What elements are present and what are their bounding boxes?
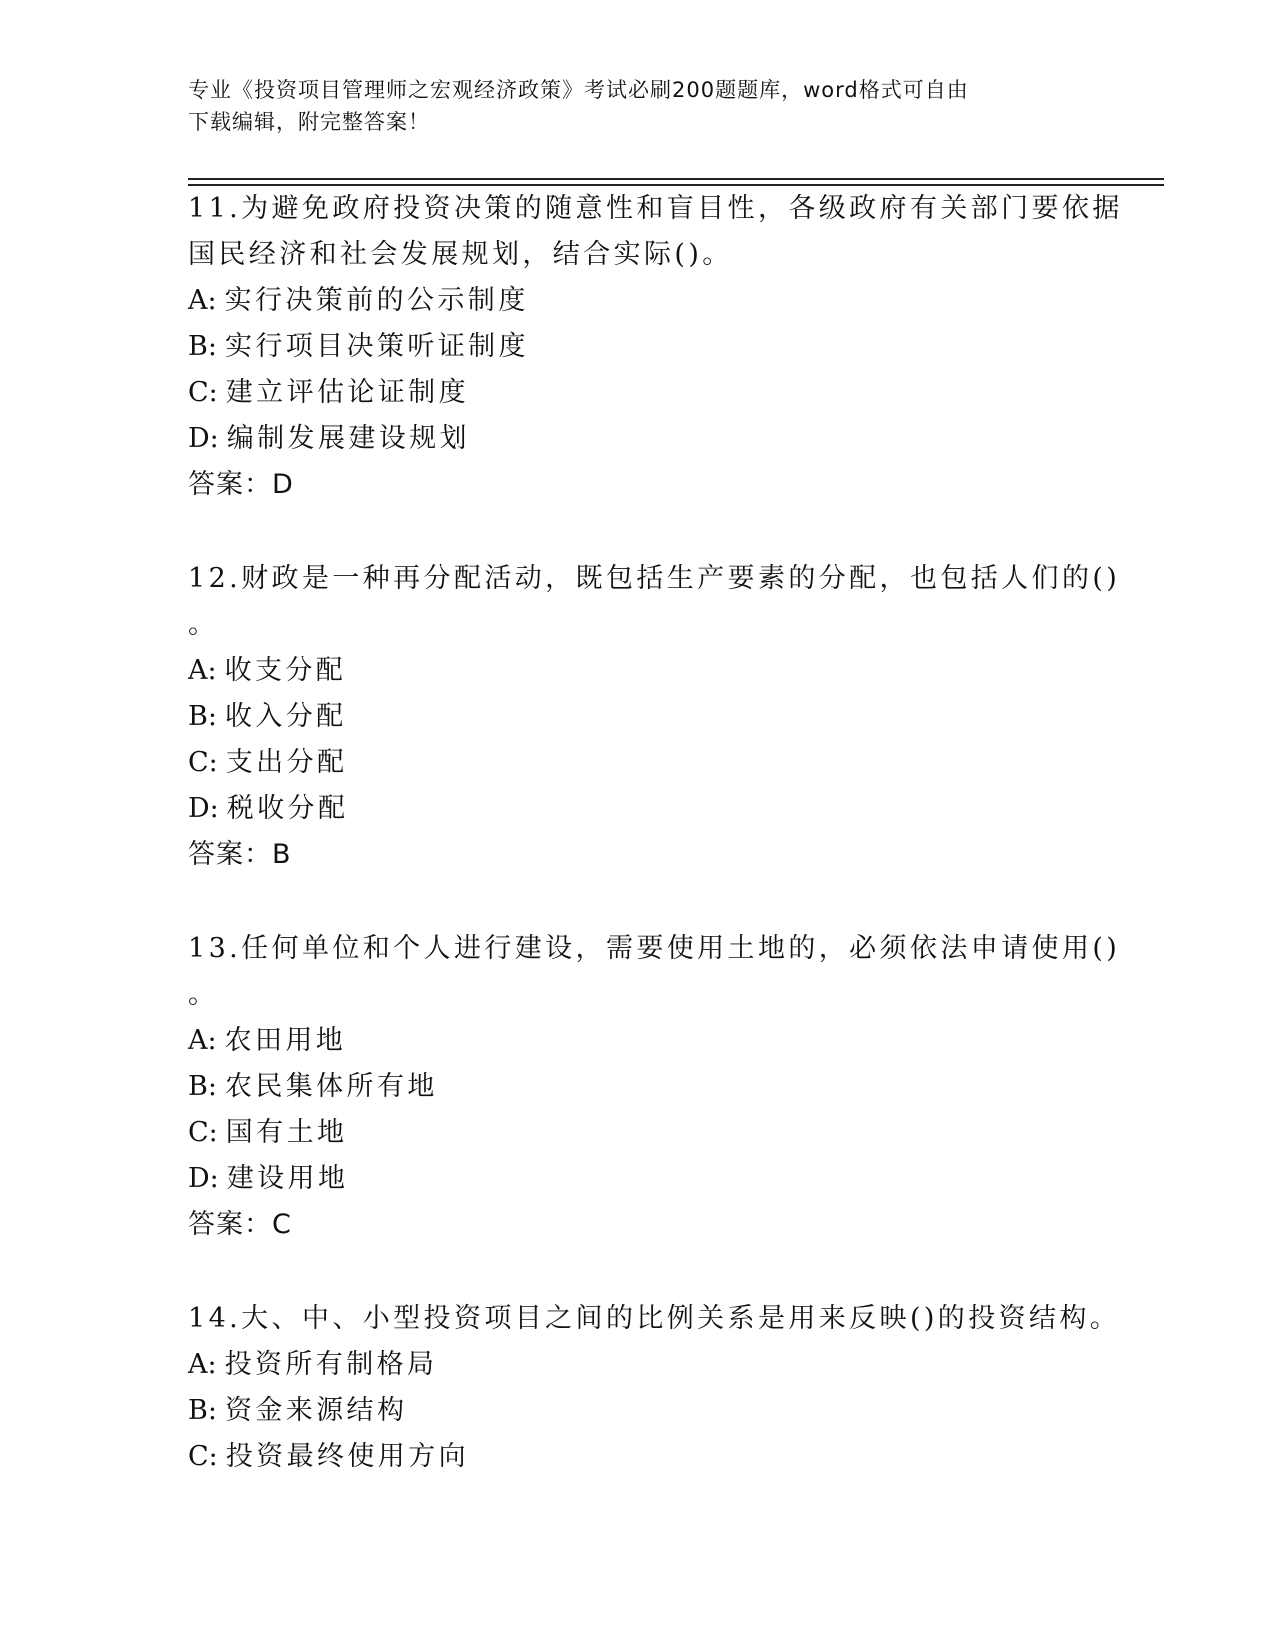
option-text: 收支分配 <box>224 655 347 686</box>
option-c <box>188 370 1108 416</box>
answer-label: 答案：B <box>188 839 292 870</box>
option-b <box>188 1064 1108 1110</box>
option-letter: A: <box>188 285 217 316</box>
option-letter: A: <box>188 1025 217 1056</box>
option-letter: C: <box>188 1441 218 1472</box>
option-text: 支出分配 <box>225 747 348 778</box>
question-text-line: 11.为避免政府投资决策的随意性和盲目性，各级政府有关部门要依据 <box>188 193 1123 224</box>
header-line-2: 下载编辑，附完整答案！ <box>188 110 430 134</box>
option-text: 国有土地 <box>225 1117 348 1148</box>
option-letter: B: <box>188 1395 217 1426</box>
question-14 <box>188 1296 1121 1480</box>
option-text: 投资所有制格局 <box>224 1349 438 1380</box>
option-d <box>188 416 1108 462</box>
question-spacer <box>188 1248 1108 1296</box>
option-letter: D: <box>188 423 219 454</box>
option-text: 农民集体所有地 <box>224 1071 438 1102</box>
option-letter: B: <box>188 1071 217 1102</box>
question-spacer <box>188 508 1108 556</box>
document-header <box>188 74 1088 138</box>
option-text: 实行项目决策听证制度 <box>224 331 529 362</box>
option-letter: C: <box>188 1117 218 1148</box>
option-text: 税收分配 <box>226 793 349 824</box>
option-letter: C: <box>188 377 218 408</box>
option-text: 资金来源结构 <box>224 1395 408 1426</box>
option-c <box>188 1110 1108 1156</box>
option-letter: C: <box>188 747 218 778</box>
option-text: 实行决策前的公示制度 <box>224 285 529 316</box>
header-divider-top <box>188 178 1164 180</box>
question-text-line: 13.任何单位和个人进行建设，需要使用土地的，必须依法申请使用() <box>188 933 1121 964</box>
question-text-line: 。 <box>188 979 215 1010</box>
option-b <box>188 694 1108 740</box>
question-list <box>188 186 1123 1480</box>
question-text-line: 12.财政是一种再分配活动，既包括生产要素的分配，也包括人们的() <box>188 563 1121 594</box>
option-letter: D: <box>188 1163 219 1194</box>
option-letter: A: <box>188 1349 217 1380</box>
question-text-line: 14.大、中、小型投资项目之间的比例关系是用来反映()的投资结构。 <box>188 1303 1121 1334</box>
option-b <box>188 324 1108 370</box>
option-b <box>188 1388 1108 1434</box>
option-text: 农田用地 <box>224 1025 347 1056</box>
header-line-1: 专业《投资项目管理师之宏观经济政策》考试必刷200题题库，word格式可自由 <box>188 78 969 102</box>
option-a <box>188 278 1108 324</box>
question-11 <box>188 186 1123 508</box>
option-letter: D: <box>188 793 219 824</box>
option-a <box>188 1342 1108 1388</box>
option-c <box>188 740 1108 786</box>
option-d <box>188 786 1108 832</box>
question-text-line: 。 <box>188 609 215 640</box>
option-a <box>188 648 1108 694</box>
option-text: 建设用地 <box>226 1163 349 1194</box>
question-13 <box>188 926 1121 1248</box>
option-a <box>188 1018 1108 1064</box>
option-text: 收入分配 <box>224 701 347 732</box>
question-12 <box>188 556 1121 878</box>
answer-label: 答案：C <box>188 1209 292 1240</box>
option-text: 建立评估论证制度 <box>225 377 469 408</box>
option-letter: B: <box>188 701 217 732</box>
option-letter: A: <box>188 655 217 686</box>
option-text: 投资最终使用方向 <box>225 1441 469 1472</box>
option-letter: B: <box>188 331 217 362</box>
answer-label: 答案：D <box>188 469 294 500</box>
option-c <box>188 1434 1108 1480</box>
option-d <box>188 1156 1108 1202</box>
question-spacer <box>188 878 1108 926</box>
option-text: 编制发展建设规划 <box>226 423 470 454</box>
question-text-line: 国民经济和社会发展规划，结合实际()。 <box>188 239 733 270</box>
